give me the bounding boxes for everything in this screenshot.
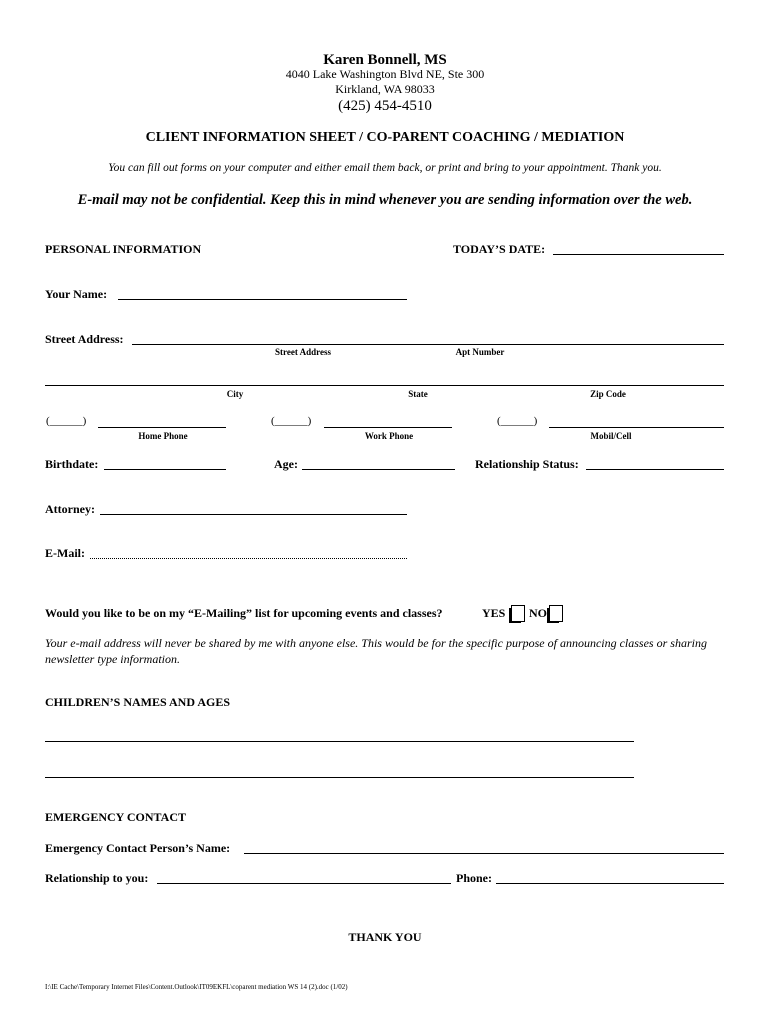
birthdate-label: Birthdate:: [45, 457, 99, 471]
practitioner-name: Karen Bonnell, MS: [323, 52, 447, 68]
age-field[interactable]: [302, 469, 455, 470]
email-label: E-Mail:: [45, 546, 85, 560]
file-path-footer: I:\IE Cache\Temporary Internet Files\Content.Outlook\IT09EKFL\coparent mediation WS 14 (2).doc (1/02): [45, 983, 348, 991]
personal-info-heading: PERSONAL INFORMATION: [45, 242, 202, 256]
mailing-list-question: Would you like to be on my “E-Mailing” list for upcoming events and classes?: [45, 606, 443, 620]
home-phone-caption: Home Phone: [138, 431, 188, 441]
no-checkbox[interactable]: [549, 605, 563, 622]
street-address-field[interactable]: [132, 344, 724, 345]
children-line-1[interactable]: [45, 741, 634, 742]
privacy-note: Your e-mail address will never be shared by me with anyone else. This would be for the specific purpose of announcing classes or sharing newsletter type information.: [45, 636, 707, 666]
your-name-field[interactable]: [118, 299, 407, 300]
city-caption: City: [226, 389, 244, 399]
mobile-caption: Mobil/Cell: [590, 431, 632, 441]
relationship-to-you-field[interactable]: [157, 883, 451, 884]
yes-checkbox[interactable]: [511, 605, 525, 622]
birthdate-field[interactable]: [104, 469, 226, 470]
mobile-area-code[interactable]: (______): [497, 415, 538, 427]
home-phone-field[interactable]: [98, 427, 226, 428]
work-phone-caption: Work Phone: [364, 431, 414, 441]
attorney-field[interactable]: [100, 514, 407, 515]
street-address-label: Street Address:: [45, 332, 124, 346]
home-area-code[interactable]: (______): [46, 415, 87, 427]
children-line-2[interactable]: [45, 777, 634, 778]
no-label: NO: [529, 606, 547, 620]
emergency-person-field[interactable]: [244, 853, 724, 854]
street-address-caption: Street Address: [275, 347, 331, 357]
todays-date-field[interactable]: [553, 254, 724, 255]
state-caption: State: [408, 389, 428, 399]
work-area-code[interactable]: (______): [271, 415, 312, 427]
emergency-heading: EMERGENCY CONTACT: [45, 810, 187, 824]
emergency-person-label: Emergency Contact Person’s Name:: [45, 841, 231, 855]
emergency-phone-field[interactable]: [496, 883, 724, 884]
email-warning: E-mail may not be confidential. Keep this in mind whenever you are sending information over the web.: [77, 192, 693, 208]
work-phone-field[interactable]: [324, 427, 452, 428]
address-line-2: Kirkland, WA 98033: [335, 82, 435, 96]
age-label: Age:: [274, 457, 298, 471]
address-line-1: 4040 Lake Washington Blvd NE, Ste 300: [285, 67, 485, 81]
todays-date-label: TODAY’S DATE:: [453, 242, 546, 256]
children-heading: CHILDREN’S NAMES AND AGES: [45, 695, 231, 709]
city-state-zip-field[interactable]: [45, 385, 724, 386]
form-title: CLIENT INFORMATION SHEET / CO-PARENT COACHING / MEDIATION: [145, 130, 625, 145]
phone-number: (425) 454-4510: [338, 98, 432, 114]
attorney-label: Attorney:: [45, 502, 95, 516]
mobile-phone-field[interactable]: [549, 427, 724, 428]
your-name-label: Your Name:: [45, 287, 108, 301]
zip-code-caption: Zip Code: [590, 389, 626, 399]
relationship-status-label: Relationship Status:: [475, 457, 579, 471]
email-field[interactable]: [90, 558, 407, 559]
emergency-phone-label: Phone:: [456, 871, 492, 885]
thank-you: THANK YOU: [348, 930, 422, 944]
relationship-to-you-label: Relationship to you:: [45, 871, 149, 885]
yes-label: YES: [482, 606, 506, 620]
apt-number-caption: Apt Number: [455, 347, 505, 357]
relationship-status-field[interactable]: [586, 469, 724, 470]
intro-text: You can fill out forms on your computer and either email them back, or print and bring to your appointment. Thank you.: [108, 162, 662, 174]
